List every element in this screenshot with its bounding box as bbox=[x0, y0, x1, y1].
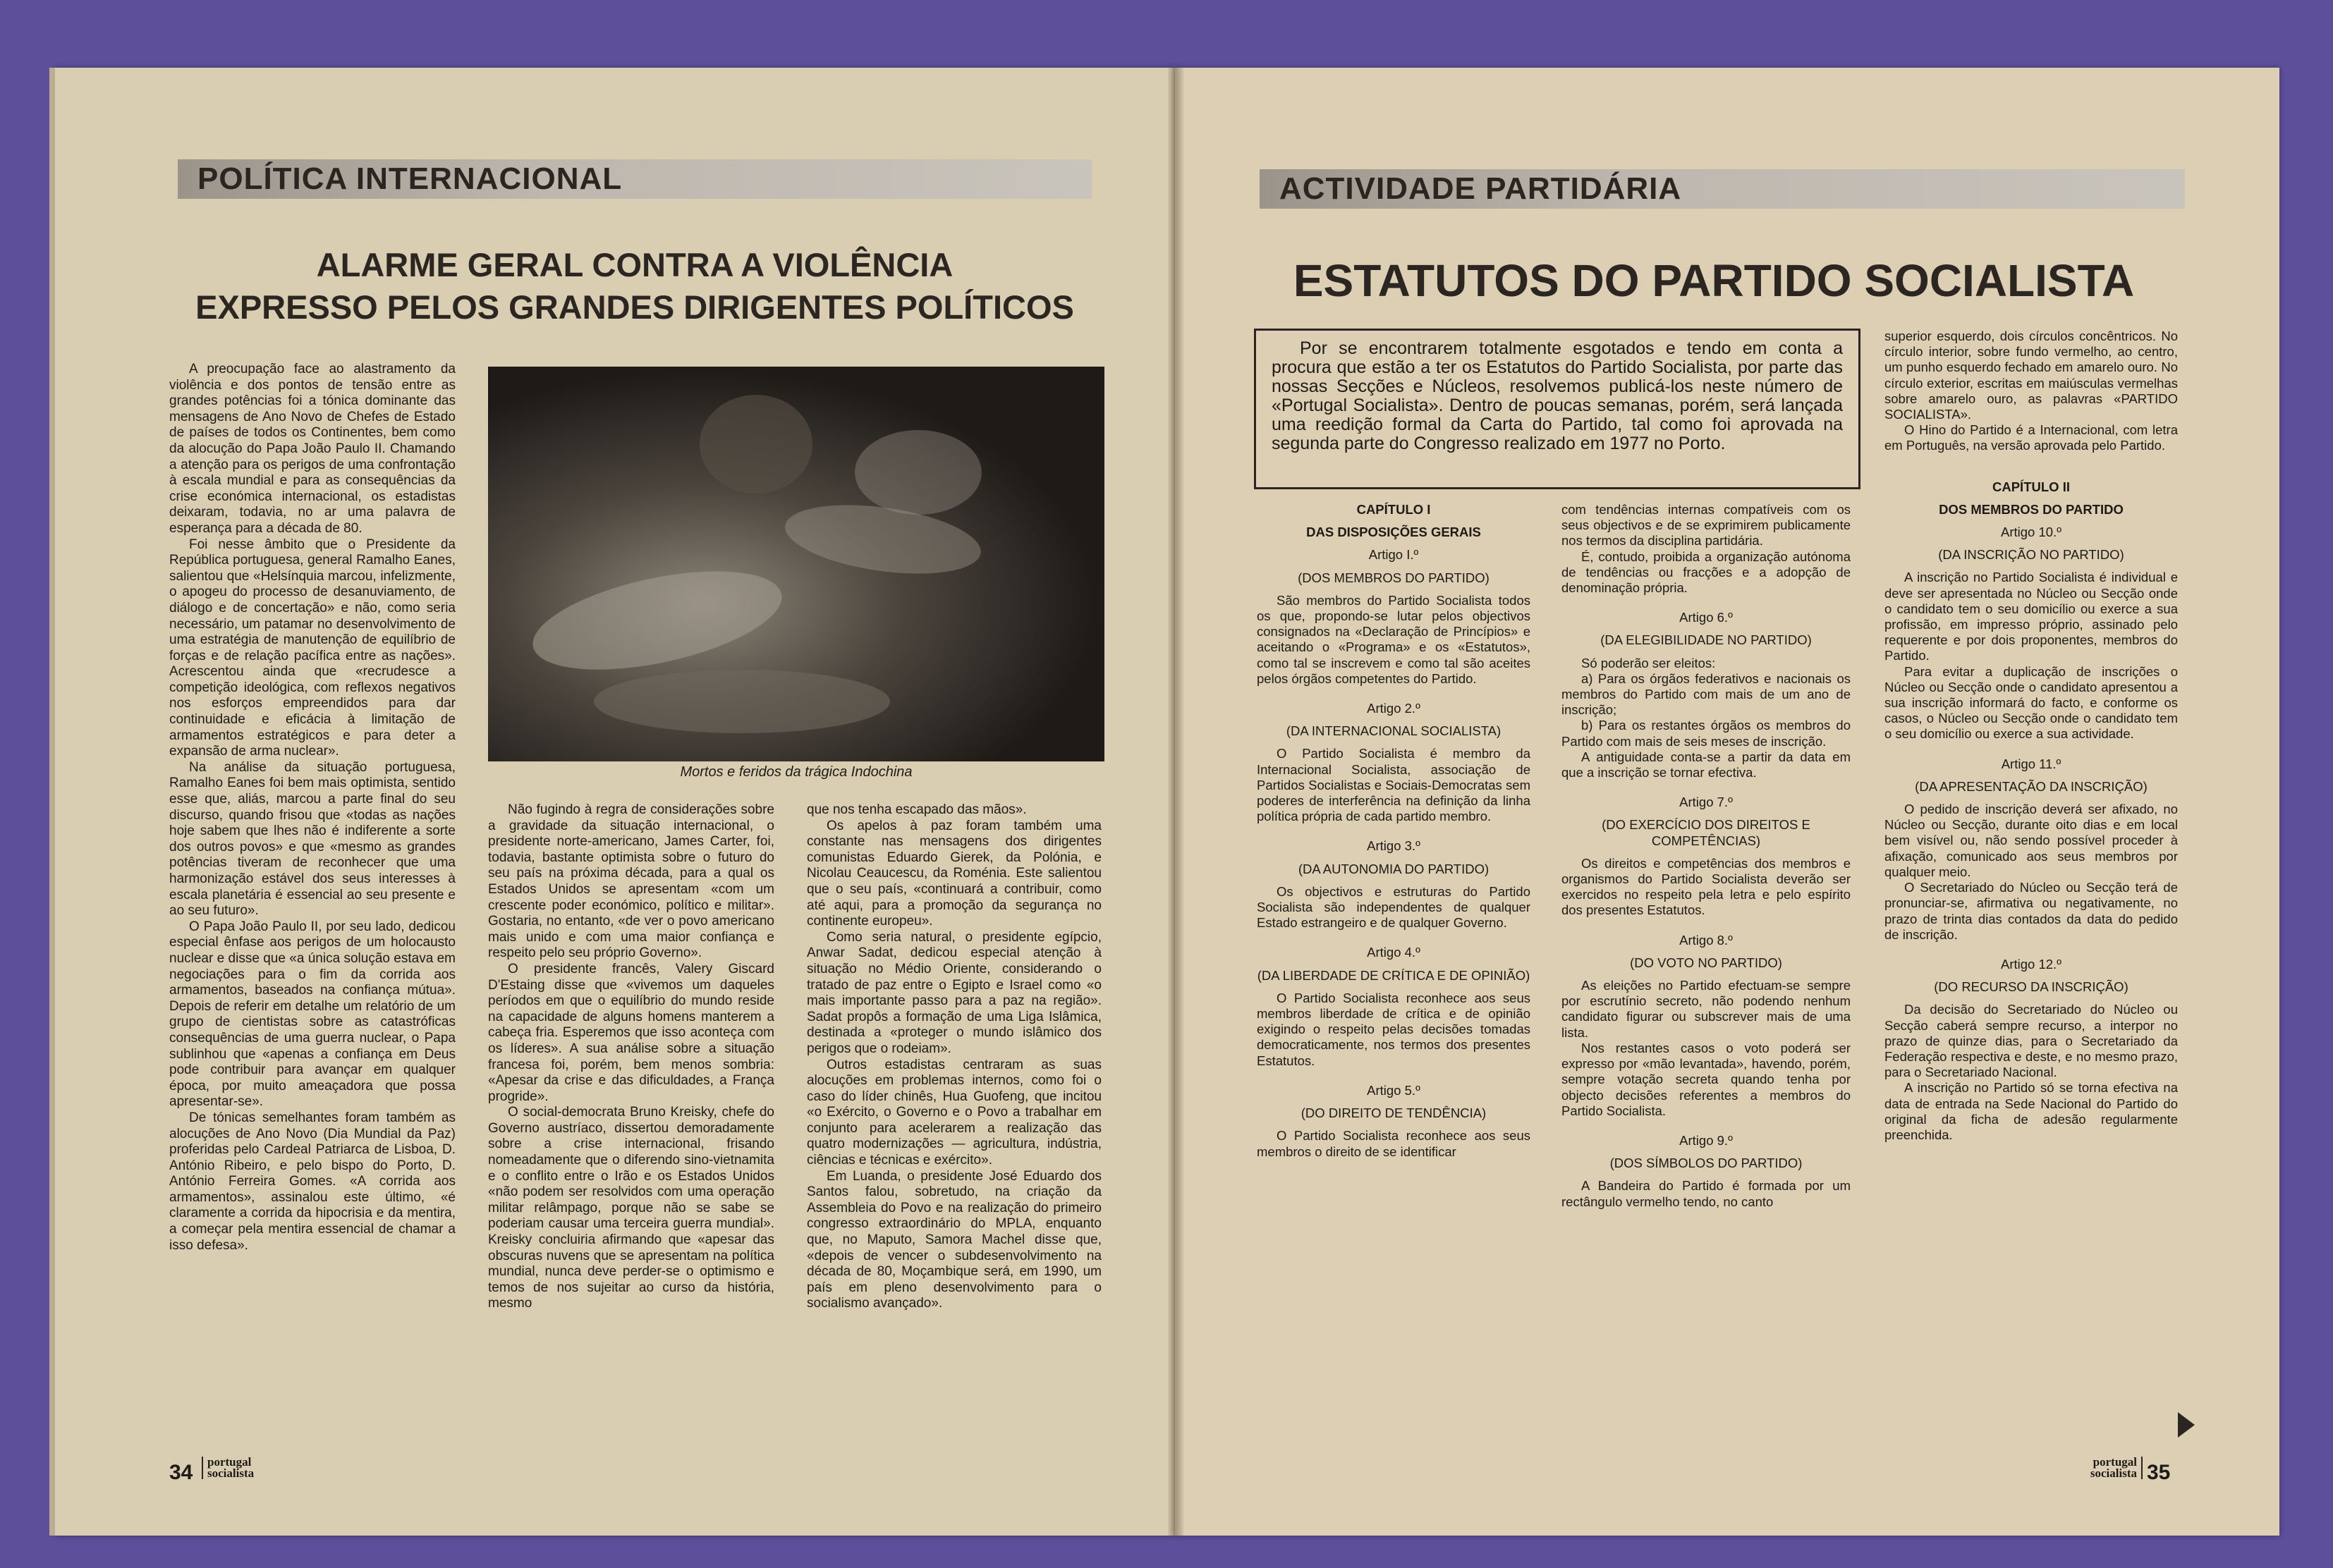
article-title: (DA ELEGIBILIDADE NO PARTIDO) bbox=[1600, 632, 1812, 648]
paragraph: O presidente francês, Valery Giscard D'Estaing disse que «vivemos um daqueles períodos em que o equilíbrio do mundo reside na capacidade de alguns homens manterem a cabeça fria. Esperemos que isso aconteça com os líderes». A sua análise sobre a situação francesa foi, porém, bem menos sombria: «Apesar da crise e das dificuldades, a França progride». bbox=[488, 961, 774, 1104]
paragraph: Outros estadistas centraram as suas alocuções em problemas internos, como foi o caso do líder chinês, Hua Guofeng, que incitou «o Exército, o Governo e o Povo a trabalhar em conjunto para acelerarem a realização das quatro modernizações — agricultura, indústria, ciências e técnicas e exército». bbox=[807, 1057, 1102, 1168]
article-text: com tendências internas compatíveis com os seus objectivos e de se exprimirem publicamente nos termos da disciplina partidária. bbox=[1561, 502, 1851, 549]
article-title: (DO EXERCÍCIO DOS DIREITOS E COMPETÊNCIAS) bbox=[1602, 817, 1810, 848]
continue-arrow-icon bbox=[2178, 1412, 2195, 1438]
intro-box bbox=[1254, 329, 1860, 489]
article-number: Artigo 12.º bbox=[2001, 956, 2061, 972]
article-title: (DO RECURSO DA INSCRIÇÃO) bbox=[1934, 979, 2128, 995]
article-text: Para evitar a duplicação de inscrições o Núcleo ou Secção onde o candidato apresentou a sua inscrição informará do facto, e conforme os casos, o Núcleo ou Secção onde o candidato tem o seu domicílio ou exerce a sua actividade. bbox=[1884, 663, 2178, 742]
footer-logo-left: portugal socialista bbox=[202, 1457, 278, 1479]
left-column-2 bbox=[488, 802, 774, 1312]
article-text: O Partido Socialista reconhece aos seus membros o direito de se identificar bbox=[1257, 1128, 1530, 1159]
article-number: Artigo 11.º bbox=[2001, 756, 2061, 771]
article-text: O Hino do Partido é a Internacional, com letra em Português, na versão aprovada pelo Partido. bbox=[1884, 422, 2178, 453]
article-title: (DA INTERNACIONAL SOCIALISTA) bbox=[1286, 723, 1501, 739]
article-number: Artigo 9.º bbox=[1679, 1132, 1733, 1148]
article-title: (DA INSCRIÇÃO NO PARTIDO) bbox=[1938, 547, 2124, 563]
article-number: Artigo 2.º bbox=[1367, 701, 1420, 716]
article-number: Artigo 8.º bbox=[1679, 932, 1733, 948]
paragraph: Em Luanda, o presidente José Eduardo dos Santos falou, sobretudo, na criação da Assembleia do Povo e na realização do primeiro congresso extraordinário do MPLA, enquanto que, no Maputo, Samora Machel disse que, «depois de vencer o subdesenvolvimento na década de 80, Moçambique será, em 1990, um país em pleno desenvolvimento para o socialismo avançado». bbox=[807, 1168, 1102, 1311]
article-text: b) Para os restantes órgãos os membros do Partido com mais de seis meses de inscrição. bbox=[1561, 718, 1851, 749]
article-text: a) Para os órgãos federativos e nacionais os membros do Partido com mais de um ano de inscrição; bbox=[1561, 670, 1851, 718]
page-number-right: 35 bbox=[2147, 1461, 2171, 1484]
left-column-1 bbox=[169, 362, 456, 1254]
paragraph: Foi nesse âmbito que o Presidente da República portuguesa, general Ramalho Eanes, salientou que «Helsínquia marcou, infelizmente, o apogeu do processo de desanuviamento, de diálogo e de concertação» e não, como seria necessário, um patamar no desenvolvimento de uma estratégia de manutenção de equilíbrio de forças e de relação pacífica entre as nações». Acrescentou ainda que «recrudesce a competição ideológica, com reflexos negativos nos esforços empreendidos para dar continuidade e eficácia à limitação de armamentos estratégicos e para deter a expansão de arma nuclear». bbox=[169, 537, 456, 759]
article-number: Artigo I.º bbox=[1368, 547, 1419, 563]
headline-line-1: ALARME GERAL CONTRA A VIOLÊNCIA bbox=[316, 246, 954, 283]
paragraph: Como seria natural, o presidente egípcio, Anwar Sadat, dedicou especial atenção à situação no Médio Oriente, considerando o tratado de paz entre o Egipto e Israel como «o mais importante passo para a paz na região». Sadat propôs a formação de uma Liga Islâmica, destinada a «proteger o mundo islâmico dos perigos que o rodeiam». bbox=[807, 929, 1102, 1056]
paragraph: O social-democrata Bruno Kreisky, chefe do Governo austríaco, dissertou demoradamente sobre a crise internacional, frisando nomeadamente que o diferendo sino-vietnamita e o conflito entre o Irão e os Estados Unidos «não podem ser resolvidos com uma operação militar relâmpago, porque não se sabe se poderiam causar uma terceira guerra mundial». Kreisky concluiria afirmando que «apesar das obscuras nuvens que se apresentam na política mundial, nunca deve perder-se o optimismo e temos de nos sujeitar ao curso da história, mesmo bbox=[488, 1105, 774, 1311]
paragraph: Não fugindo à regra de considerações sobre a gravidade da situação internacional, o presidente norte-americano, James Carter, foi, todavia, bastante optimista sobre o futuro do seu país na próxima década, para a qual os Estados Unidos se apresentam «com um crescente poder económico, político e militar». Gostaria, no entanto, «de ver o povo americano mais unido e com uma maior confiança e respeito pelo seu próprio Governo». bbox=[488, 802, 774, 961]
article-text: superior esquerdo, dois círculos concêntricos. No círculo interior, sobre fundo vermelho, ao centro, um punho esquerdo fechado em amarelo ouro. No círculo exterior, escritas em maiúsculas vermelhas sobre amarelo ouro, as palavras «PARTIDO SOCIALISTA». bbox=[1884, 329, 2178, 422]
article-title: (DO VOTO NO PARTIDO) bbox=[1630, 955, 1782, 970]
article-title: (DA LIBERDADE DE CRÍTICA E DE OPINIÃO) bbox=[1257, 967, 1530, 983]
page-number-left: 34 bbox=[169, 1461, 193, 1484]
photo-figure bbox=[855, 430, 982, 515]
article-text: Da decisão do Secretariado do Núcleo ou Secção caberá sempre recurso, a interpor no prazo de quinze dias, para o Secretariado da Federação respectiva e deste, e no mesmo prazo, para o Secretariado Nacional. bbox=[1884, 1002, 2178, 1080]
article-number: Artigo 4.º bbox=[1367, 945, 1420, 960]
paragraph: De tónicas semelhantes foram também as alocuções de Ano Novo (Dia Mundial da Paz) proferidas pelo Cardeal Patriarca de Lisboa, D. António Ribeiro, e pelo bispo do Porto, D. António Ferreira Gomes. «A corrida aos armamentos», assinalou este último, «é claramente a corrida da hipocrisia e da mentira, a começar pela mentira essencial de chamar a isso defesa». bbox=[169, 1110, 456, 1253]
article-headline bbox=[127, 244, 1143, 329]
binding-gutter bbox=[1168, 68, 1183, 1536]
article-text: A inscrição no Partido só se torna efectiva na data de entrada na Sede Nacional do Partido do original da ficha de adesão regularmente preenchida. bbox=[1884, 1080, 2178, 1142]
photo-caption: Mortos e feridos da trágica Indochina bbox=[680, 764, 913, 780]
statutes-headline: ESTATUTOS DO PARTIDO SOCIALISTA bbox=[1293, 255, 2135, 306]
article-text: A Bandeira do Partido é formada por um rectângulo vermelho tendo, no canto bbox=[1561, 1178, 1851, 1209]
article-number: Artigo 7.º bbox=[1679, 795, 1733, 810]
chapter-title: DOS MEMBROS DO PARTIDO bbox=[1939, 501, 2124, 517]
chapter-heading: CAPÍTULO II bbox=[1992, 479, 2070, 494]
article-number: Artigo 5.º bbox=[1367, 1082, 1420, 1098]
article-text: Os objectivos e estruturas do Partido Socialista são independentes de qualquer Estado estrangeiro e de qualquer Governo. bbox=[1257, 883, 1530, 931]
article-text: O pedido de inscrição deverá ser afixado, no Núcleo ou Secção, durante oito dias e em local bem visível ou, não sendo possível proceder à afixação, comunicado aos seus membros por qualquer meio. bbox=[1884, 802, 2178, 879]
indochina-photo bbox=[488, 367, 1104, 761]
left-column-3 bbox=[807, 802, 1102, 1312]
right-column-1 bbox=[1257, 502, 1530, 1160]
article-text: O Partido Socialista reconhece aos seus membros liberdade de crítica e de opinião exigindo o respeito pelas decisões tomadas democraticamente, nos termos dos presentes Estatutos. bbox=[1257, 990, 1530, 1068]
footer-logo-right: portugal socialista bbox=[2066, 1457, 2143, 1479]
article-text: São membros do Partido Socialista todos os que, propondo-se lutar pelos objectivos consignados na «Declaração de Princípios» e aceitando o «Programa» e os «Estatutos», como tal se inscrevem e como tal são aceites pelos órgãos competentes do Partido. bbox=[1257, 592, 1530, 686]
article-number: Artigo 3.º bbox=[1367, 838, 1420, 854]
section-banner-right: ACTIVIDADE PARTIDÁRIA bbox=[1260, 169, 2185, 209]
paragraph: Na análise da situação portuguesa, Ramalho Eanes foi bem mais optimista, sentido esse que, aliás, marcou a parte final do seu discurso, quando frisou que «todas as nações hoje sabem que lhes não é indiferente a sorte dos outros povos» e que «mesmo as grandes potências tiveram de reconhecer que uma harmonização estável dos seus interesses à escala planetária é essencial ao seu presente e ao seu futuro». bbox=[169, 759, 456, 919]
right-column-3 bbox=[1884, 329, 2178, 1143]
article-text: A inscrição no Partido Socialista é individual e deve ser apresentada no Núcleo ou Secção onde o candidato tem o seu domicílio ou exerce a sua profissão, em impresso próprio, assinado pelo requerente e por dois proponentes, membros do Partido. bbox=[1884, 570, 2178, 663]
chapter-title: DAS DISPOSIÇÕES GERAIS bbox=[1306, 525, 1481, 540]
article-title: (DOS SÍMBOLOS DO PARTIDO) bbox=[1609, 1156, 1803, 1171]
article-text: É, contudo, proibida a organização autónoma de tendências ou fracções e a adopção de denominação própria. bbox=[1561, 549, 1851, 596]
section-banner-left: POLÍTICA INTERNACIONAL bbox=[178, 159, 1092, 199]
article-text: O Partido Socialista é membro da Internacional Socialista, associação de Partidos Socialistas e Sociais-Democratas sem poderes de interferência na definição da linha política própria de cada partido membro. bbox=[1257, 746, 1530, 824]
article-text: Só poderão ser eleitos: bbox=[1581, 655, 1716, 670]
paragraph: que nos tenha escapado das mãos». bbox=[807, 802, 1027, 817]
headline-line-2: EXPRESSO PELOS GRANDES DIRIGENTES POLÍTICOS bbox=[195, 288, 1074, 326]
photo-figure bbox=[700, 395, 812, 494]
chapter-heading: CAPÍTULO I bbox=[1356, 502, 1431, 517]
intro-text: Por se encontrarem totalmente esgotados e tendo em conta a procura que estão a ter os Estatutos do Partido Socialista, por parte das nossas Secções e Núcleos, resolvemos publicá-los neste número de «Portugal Socialista». Dentro de poucas semanas, porém, será lançada uma reedição formal da Carta do Partido, tal como foi aprovada na segunda parte do Congresso realizado em 1977 no Porto. bbox=[1272, 338, 1843, 453]
article-title: (DOS MEMBROS DO PARTIDO) bbox=[1298, 570, 1490, 585]
article-title: (DA APRESENTAÇÃO DA INSCRIÇÃO) bbox=[1915, 778, 2148, 794]
article-number: Artigo 6.º bbox=[1679, 610, 1733, 625]
article-text: Nos restantes casos o voto poderá ser expresso por «mão levantada», havendo, porém, sempre votação secreta quando tenha por objecto decisões referentes a membros do Partido Socialista. bbox=[1561, 1040, 1851, 1118]
photo-figure bbox=[524, 553, 790, 688]
article-title: (DO DIREITO DE TENDÊNCIA) bbox=[1300, 1105, 1487, 1121]
photo-figure bbox=[594, 670, 890, 733]
paragraph: A preocupação face ao alastramento da violência e dos pontos de tensão entre as grandes potências foi a tónica dominante das mensagens de Ano Novo de Chefes de Estado de países de todos os Continentes, bem como da alocução do Papa João Paulo II. Chamando a atenção para os perigos de uma confrontação à escala mundial e para as consequências da crise económica internacional, os estadistas deixaram, todavia, no ar uma palavra de esperança para a década de 80. bbox=[169, 362, 456, 536]
paragraph: Os apelos à paz foram também uma constante nas mensagens dos dirigentes comunistas Eduardo Gierek, da Polónia, e Nicolau Ceaucescu, da Roménia. Este salientou que o seu país, «continuará a contribuir, como até aqui, para a promoção da segurança no continente europeu». bbox=[807, 818, 1102, 929]
paragraph: O Papa João Paulo II, por seu lado, dedicou especial ênfase aos perigos de um holocausto nuclear e disse que «a única solução estava em negociações para o fim da corrida aos armamentos, baseados na confiança mútua». Depois de referir em detalhe um relatório de um grupo de cientistas sobre as catastróficas consequências de uma guerra nuclear, o Papa sublinhou que «apenas a confiança em Deus pode contribuir para avançar em qualquer época, por muito ameaçadora que possa apresentar-se». bbox=[169, 919, 456, 1110]
article-title: (DA AUTONOMIA DO PARTIDO) bbox=[1298, 861, 1490, 876]
article-text: Os direitos e competências dos membros e organismos do Partido Socialista deverão ser exercidos no respeito pela letra e pelo espírito dos presentes Estatutos. bbox=[1561, 855, 1851, 918]
page-edge bbox=[49, 68, 55, 1536]
article-text: As eleições no Partido efectuam-se sempre por escrutínio secreto, não podendo nenhum candidato figurar ou subscrever mais de uma lista. bbox=[1561, 978, 1851, 1040]
article-text: O Secretariado do Núcleo ou Secção terá de pronunciar-se, afirmativa ou negativamente, no prazo de trinta dias contados da data do pedido de inscrição. bbox=[1884, 880, 2178, 942]
article-text: A antiguidade conta-se a partir da data em que a inscrição se tornar efectiva. bbox=[1561, 749, 1851, 780]
right-column-2 bbox=[1561, 502, 1851, 1210]
article-number: Artigo 10.º bbox=[2001, 525, 2061, 540]
